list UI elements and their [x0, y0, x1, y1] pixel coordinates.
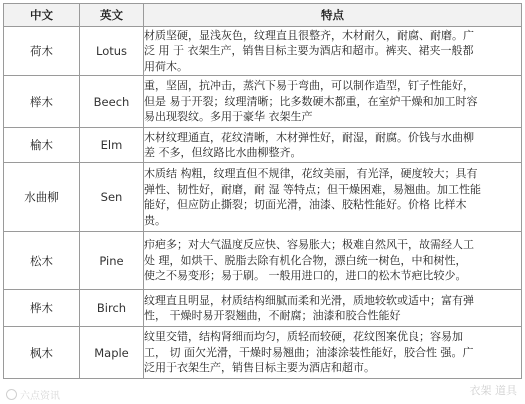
characteristics-line: 使之不易变形；易于刷。 一般用进口的，进口的松木节疤比较少。	[144, 269, 467, 283]
wood-name-english: Birch	[80, 290, 144, 327]
wood-name-chinese: 枫木	[4, 327, 80, 379]
wood-name-english: Lotus	[80, 27, 144, 76]
characteristics-line: 纹理直且明显，材质结构细腻而柔和光滑，质地较软或适中；富有弹	[144, 293, 474, 307]
wood-characteristics	[144, 76, 522, 128]
wood-characteristics	[144, 327, 522, 379]
characteristics-line: 木质结 构粗，纹理直但不规律，花纹美丽，有光泽，硬度较大；具有	[144, 167, 478, 180]
wood-name-english: Pine	[80, 232, 144, 290]
characteristics-line: 工， 切 面欠光滑，干燥时易翘曲；油漆涂装性能好，胶合性 强。广	[144, 345, 474, 359]
characteristics-line: 木材纹理通直，花纹清晰，木材弹性好，耐湿，耐腐。价钱与水曲柳	[144, 130, 474, 144]
characteristics-line: 易出现裂纹。多用于豪华 衣架生产	[144, 110, 313, 124]
table-row	[4, 327, 522, 379]
table-row	[4, 232, 522, 290]
watermark-right: 衣架 道具	[469, 384, 517, 397]
watermark-left	[6, 387, 60, 402]
wood-name-english: Sen	[80, 163, 144, 232]
characteristics-line: 材质坚硬，显浅灰色，纹理直且很整齐，木材耐久，耐腐、耐磨。广	[144, 28, 474, 42]
table-row	[4, 27, 522, 76]
characteristics-line: 弹性、韧性好，耐磨，耐 湿 等特点；但干燥困难，易翘曲。加工性能	[144, 182, 481, 196]
wood-properties-table	[3, 3, 522, 379]
wood-name-chinese: 榉木	[4, 76, 80, 128]
wood-name-chinese: 松木	[4, 232, 80, 290]
wood-characteristics	[144, 128, 522, 163]
wood-characteristics	[144, 27, 522, 76]
table-row	[4, 163, 522, 232]
wood-characteristics	[144, 232, 522, 290]
wood-name-chinese: 榆木	[4, 128, 80, 163]
table-header-row	[4, 4, 522, 27]
characteristics-line: 差 不多，但纹路比水曲柳整齐。	[144, 146, 302, 159]
wood-characteristics	[144, 163, 522, 232]
characteristics-line: 性， 干燥时易开裂翘曲，不耐腐；油漆和胶合性能好	[144, 309, 401, 322]
table-row	[4, 290, 522, 327]
wood-name-chinese: 荷木	[4, 27, 80, 76]
header-characteristics: 特点	[144, 4, 522, 27]
characteristics-line: 疖疤多；对大气温度反应快、容易胀大；极难自然风干，故需经人工	[144, 238, 474, 252]
wood-name-english: Maple	[80, 327, 144, 379]
characteristics-line: 泛 用 于 衣架生产，销售目标主要为酒店和超市。裤夹、裙夹一般都	[144, 44, 474, 58]
header-chinese-name: 中文	[4, 4, 80, 27]
watermark-left-text: 六点资讯	[20, 391, 60, 402]
wood-name-english: Beech	[80, 76, 144, 128]
characteristics-line: 泛用于衣架生产，销售目标主要为酒店和超市。	[144, 361, 375, 375]
characteristics-line: 能好，但应防止撕裂；切面光滑，油漆、胶粘性能好。价格 比样木	[144, 198, 467, 211]
characteristics-line: 处 理，如烘干、脱脂去除有机化合物，漂白统一树色，中和树性，	[144, 253, 467, 267]
characteristics-line: 重，坚固，抗冲击，蒸汽下易于弯曲，可以制作造型，钉子性能好，	[144, 79, 474, 93]
characteristics-line: 贵。	[144, 213, 166, 227]
wood-characteristics	[144, 290, 522, 327]
header-english-name: 英文	[80, 4, 144, 27]
wood-name-english: Elm	[80, 128, 144, 163]
characteristics-line: 但是 易于开裂；纹理清晰；比多数硬木都重，在室炉干燥和加工时容	[144, 94, 478, 108]
wood-name-chinese: 水曲柳	[4, 163, 80, 232]
wood-name-chinese: 桦木	[4, 290, 80, 327]
characteristics-line: 纹里交错，结构肾细而均匀，质轻而较硬，花纹图案优良；容易加	[144, 330, 463, 344]
table-row	[4, 128, 522, 163]
table-row	[4, 76, 522, 128]
watermark-logo-icon	[6, 389, 17, 400]
characteristics-line: 用荷木。	[144, 59, 188, 73]
